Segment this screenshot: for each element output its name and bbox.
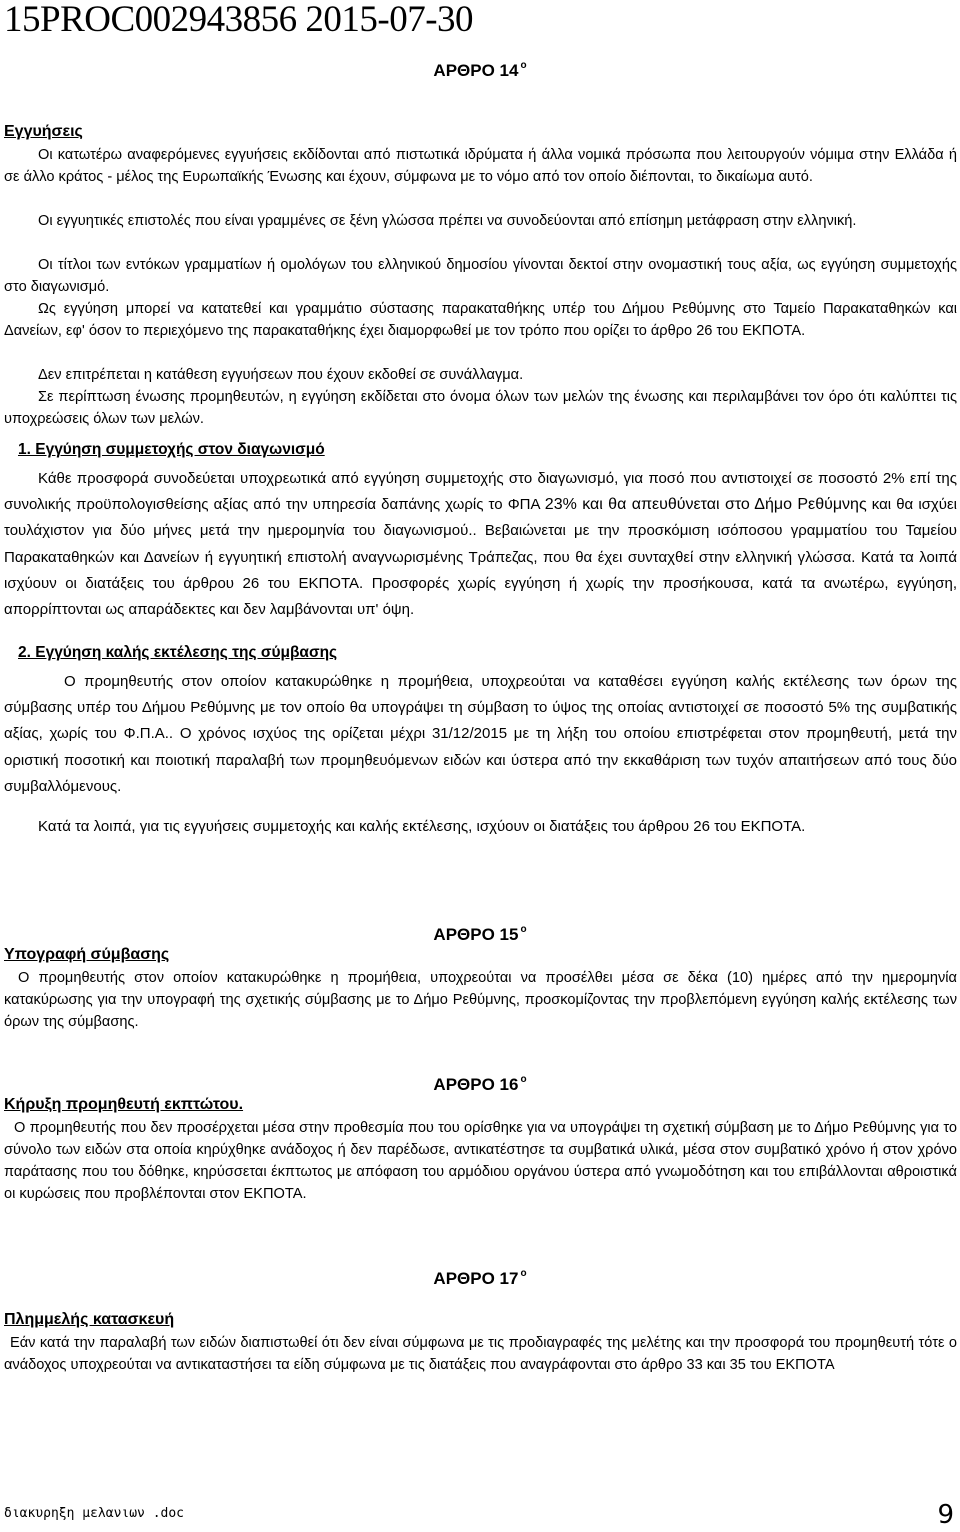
article-14-paragraph-2: Οι εγγυητικές επιστολές που είναι γραμμένες σε ξένη γλώσσα πρέπει να συνοδεύονται από επίσημη μετάφραση στην ελληνική. [38, 213, 857, 229]
article-14-paragraph-6: Σε περίπτωση ένωσης προμηθευτών, η εγγύηση εκδίδεται στο όνομα όλων των μελών της ένωσης και περιλαμβάνει τον όρο ότι καλύπτει τις υποχρεώσεις όλων των μελών. [4, 389, 957, 427]
article-15-paragraph: Ο προμηθευτής στον οποίον κατακυρώθηκε η προμήθεια, υποχρεούται να προσέλθει μέσα σε δέκα (10) ημέρες από την ημερομηνία κατακύρωσης για την υπογραφή της σχετικής σύμβασης με το Δήμο Ρεθύμνης, προσκομίζοντας την προβλεπόμενη εγγύηση καλής εκτέλεσης των όρων της σύμβασης. [4, 970, 957, 1030]
article-14-paragraph-3: Οι τίτλοι των εντόκων γραμματίων ή ομολόγων του ελληνικού δημοσίου γίνονται δεκτοί στην ονομαστική τους αξία, ως εγγύηση συμμετοχής στο διαγωνισμό. [4, 257, 957, 295]
section-2-text: Ο προμηθευτής στον οποίον κατακυρώθηκε η προμήθεια, υποχρεούται να καταθέσει εγγύηση καλής εκτέλεσης των όρων της σύμβασης υπέρ του Δήμου Ρεθύμνης με τον οποίο θα υπογράψει τη σύμβαση το ύψος της οποίας αντιστοιχεί σε ποσοστό 5% της συμβατικής αξίας, χωρίς του Φ.Π.Α.. Ο χρόνος ισχύος της ορίζεται μέχρι 31/12/2015 με τη λήξη του οποίου επιστρέφεται στον προμηθευτή, μετά την οριστική ποσοτική και ποιοτική παραλαβή των προμηθευόμενων ειδών και ύστερα από την εκκαθάριση των τυχόν απαιτήσεων από τους δύο συμβαλλόμενους. [4, 673, 957, 795]
section-2-closing: Κατά τα λοιπά, για τις εγγυήσεις συμμετοχής και καλής εκτέλεσης, ισχύουν οι διατάξεις του άρθρου 26 του ΕΚΠΟΤΑ. [38, 818, 806, 835]
article-17-paragraph: Εάν κατά την παραλαβή των ειδών διαπιστωθεί ότι δεν είναι σύμφωνα με τις προδιαγραφές της μελέτης και την προσφορά του προμηθευτή τότε ο ανάδοχος υποχρεούται να αντικαταστήσει τα είδη σύμφωνα με τις διατάξεις που αναγράφονται στο άρθρο 33 και 35 του ΕΚΠΟΤΑ [4, 1335, 957, 1373]
article-16-heading: ΑΡΘΡΟ 16 $^o$ [433, 1074, 527, 1094]
article-17-heading: ΑΡΘΡΟ 17 $^o$ [433, 1268, 527, 1288]
article-14-paragraph-1: Οι κατωτέρω αναφερόμενες εγγυήσεις εκδίδονται από πιστωτικά ιδρύματα ή άλλα νομικά πρόσωπα που λειτουργούν νόμιμα στην Ελλάδα ή σε άλλο κράτος - μέλος της Ευρωπαϊκής Ένωσης και έχουν, σύμφωνα με το νόμο από τον οποίο διέπονται, το δικαίωμα αυτό. [4, 147, 957, 185]
document-id-header: 15PROC002943856 2015-07-30 [4, 0, 474, 40]
page-number: 9 [937, 1500, 954, 1530]
footer-filename: διακυρηξη μελανιων .doc [4, 1506, 185, 1521]
article-17-title: Πλημμελής κατασκευή [4, 1311, 175, 1328]
article-14-heading: ΑΡΘΡΟ 14 $^o$ [433, 60, 527, 80]
article-16-title: Κήρυξη προμηθευτή εκπτώτου. [4, 1096, 244, 1113]
article-16-paragraph: Ο προμηθευτής που δεν προσέρχεται μέσα στην προθεσμία που του ορίσθηκε για να υπογράψει τη σχετική σύμβαση με το Δήμο Ρεθύμνης για το σύνολο των ειδών στα οποία κηρύχθηκε ανάδοχος ή δεν παρέδωσε, αντικατέστησε τα συμβατικά υλικά, μέσα στον συμβατικό χρόνο ή στον χρόνο παράτασης που του δόθηκε, κηρύσσεται έκπτωτος με απόφαση του αρμόδιου οργάνου ύστερα από γνωμοδότηση και του επιβάλλονται αθροιστικά οι κυρώσεις που προβλέπονται στον ΕΚΠΟΤΑ. [4, 1120, 957, 1202]
section-2-title: 2. Εγγύηση καλής εκτέλεσης της σύμβασης [18, 644, 338, 661]
article-15-heading: ΑΡΘΡΟ 15 $^o$ [433, 924, 527, 944]
article-14-paragraph-5: Δεν επιτρέπεται η κατάθεση εγγυήσεων που έχουν εκδοθεί σε συνάλλαγμα. [38, 367, 524, 383]
article-15-title: Υπογραφή σύμβασης [4, 946, 170, 963]
article-14-title: Εγγυήσεις [4, 123, 83, 140]
article-14-paragraph-4: Ως εγγύηση μπορεί να κατατεθεί και γραμμάτιο σύστασης παρακαταθήκης υπέρ του Δήμου Ρεθύμνης στο Ταμείο Παρακαταθηκών και Δανείων, εφ' όσον το περιεχόμενο της παρακαταθήκης έχει διαμορφωθεί με τον τρόπο που ορίζει το άρθρο 26 του ΕΚΠΟΤΑ. [4, 301, 957, 339]
section-1-text: Κάθε προσφορά συνοδεύεται υποχρεωτικά από εγγύηση συμμετοχής στο διαγωνισμό, για ποσό που αντιστοιχεί σε ποσοστό 2% επί της συνολικής προϋπολογισθείσης αξίας από την υπηρεσία δαπάνης χωρίς το ΦΠΑ 23% και θα απευθύνεται στο Δήμο Ρεθύμνης και θα ισχύει τουλάχιστον για δύο μήνες μετά την ημερομηνία του διαγωνισμού.. Βεβαιώνεται με την προσκόμιση ισόποσου γραμματίου του Ταμείου Παρακαταθηκών και Δανείων ή εγγυητική επιστολή αναγνωρισμένης Τράπεζας, που θα έχει συνταχθεί στην ελληνική γλώσσα. Κατά τα λοιπά ισχύουν οι διατάξεις του άρθρου 26 του ΕΚΠΟΤΑ. Προσφορές χωρίς εγγύηση ή χωρίς την προσήκουσα, κατά τα ανωτέρω, εγγύηση, απορρίπτονται ως απαράδεκτες και δεν λαμβάνονται υπ' όψη. [4, 470, 958, 619]
section-1-title: 1. Εγγύηση συμμετοχής στον διαγωνισμό [18, 441, 325, 458]
